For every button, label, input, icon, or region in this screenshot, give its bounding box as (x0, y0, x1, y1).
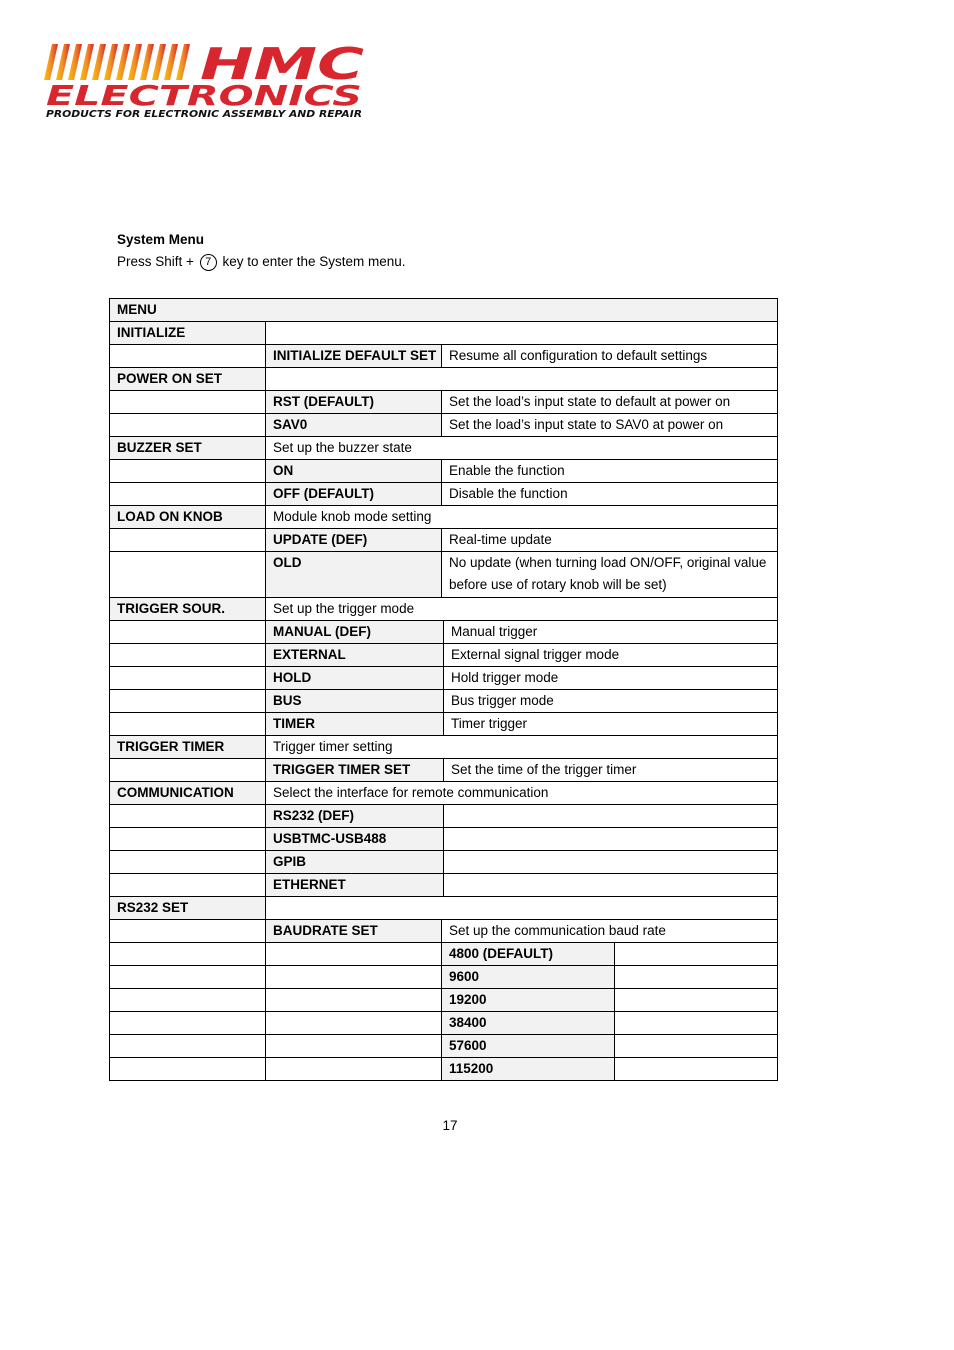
empty-cell (110, 874, 266, 897)
menu-group-label: RS232 SET (110, 897, 266, 920)
table-row (110, 345, 778, 368)
empty-cell (266, 1012, 442, 1035)
logo-brand-line2: ELECTRONICS (46, 79, 362, 112)
empty-cell (615, 1058, 778, 1081)
table-header-row (110, 299, 778, 322)
table-row (110, 759, 778, 782)
menu-option-label: INITIALIZE DEFAULT SET (266, 345, 442, 368)
menu-option-description: Set the load’s input state to default at power on (442, 391, 778, 414)
empty-cell (266, 989, 442, 1012)
menu-option-label: RS232 (DEF) (266, 805, 444, 828)
empty-cell (110, 345, 266, 368)
menu-option-description: Hold trigger mode (444, 667, 778, 690)
menu-option-label: HOLD (266, 667, 444, 690)
table-row (110, 598, 778, 621)
menu-option-description: External signal trigger mode (444, 644, 778, 667)
table-row (110, 414, 778, 437)
table-row (110, 1058, 778, 1081)
menu-option-description: Set the time of the trigger timer (444, 759, 778, 782)
baud-rate-value: 115200 (442, 1058, 615, 1081)
empty-cell (615, 1012, 778, 1035)
table-row (110, 368, 778, 391)
empty-cell (615, 943, 778, 966)
menu-option-label: ETHERNET (266, 874, 444, 897)
baud-rate-value: 57600 (442, 1035, 615, 1058)
table-row (110, 943, 778, 966)
menu-option-label: RST (DEFAULT) (266, 391, 442, 414)
menu-group-label: POWER ON SET (110, 368, 266, 391)
menu-group-label: BUZZER SET (110, 437, 266, 460)
menu-group-description (266, 322, 778, 345)
logo-brand: HMC (200, 42, 364, 90)
menu-option-description: Bus trigger mode (444, 690, 778, 713)
empty-cell (266, 1035, 442, 1058)
intro-text-after: key to enter the System menu. (222, 254, 406, 269)
empty-cell (110, 690, 266, 713)
menu-option-description (444, 851, 778, 874)
empty-cell (110, 989, 266, 1012)
menu-group-label: COMMUNICATION (110, 782, 266, 805)
empty-cell (110, 391, 266, 414)
table-row (110, 690, 778, 713)
table-row (110, 483, 778, 506)
table-row (110, 506, 778, 529)
empty-cell (615, 1035, 778, 1058)
table-row (110, 460, 778, 483)
table-row (110, 805, 778, 828)
menu-group-description (266, 368, 778, 391)
menu-group-label: INITIALIZE (110, 322, 266, 345)
empty-cell (110, 1012, 266, 1035)
table-row (110, 391, 778, 414)
logo-graphic (44, 42, 368, 120)
menu-option-description: Manual trigger (444, 621, 778, 644)
empty-cell (615, 966, 778, 989)
table-row (110, 851, 778, 874)
menu-option-description (444, 805, 778, 828)
menu-group-label: TRIGGER SOUR. (110, 598, 266, 621)
section-title: System Menu (117, 232, 205, 247)
menu-option-description: Set the load’s input state to SAV0 at power on (442, 414, 778, 437)
baud-rate-value: 38400 (442, 1012, 615, 1035)
empty-cell (110, 1058, 266, 1081)
table-row (110, 322, 778, 345)
empty-cell (110, 920, 266, 943)
table-row (110, 644, 778, 667)
menu-option-description: Enable the function (442, 460, 778, 483)
empty-cell (110, 805, 266, 828)
menu-group-description (266, 897, 778, 920)
menu-option-description (444, 828, 778, 851)
table-row (110, 529, 778, 552)
menu-group-description: Set up the buzzer state (266, 437, 778, 460)
table-row (110, 920, 778, 943)
empty-cell (110, 713, 266, 736)
menu-option-label: SAV0 (266, 414, 442, 437)
empty-cell (110, 644, 266, 667)
table-row (110, 828, 778, 851)
baud-rate-value: 4800 (DEFAULT) (442, 943, 615, 966)
table-row (110, 966, 778, 989)
empty-cell (110, 966, 266, 989)
menu-option-label: BAUDRATE SET (266, 920, 442, 943)
table-row (110, 1035, 778, 1058)
menu-group-description: Module knob mode setting (266, 506, 778, 529)
empty-cell (110, 943, 266, 966)
empty-cell (266, 1058, 442, 1081)
menu-group-description: Select the interface for remote communication (266, 782, 778, 805)
table-row (110, 437, 778, 460)
empty-cell (110, 460, 266, 483)
menu-option-description (444, 874, 778, 897)
empty-cell (110, 621, 266, 644)
table-row (110, 667, 778, 690)
table-row (110, 713, 778, 736)
empty-cell (266, 966, 442, 989)
system-menu-table (109, 298, 778, 1081)
table-row (110, 897, 778, 920)
empty-cell (266, 943, 442, 966)
table-row (110, 1012, 778, 1035)
table-row (110, 874, 778, 897)
table-row (110, 736, 778, 759)
menu-group-label: TRIGGER TIMER (110, 736, 266, 759)
table-row (110, 552, 778, 598)
menu-option-label: MANUAL (DEF) (266, 621, 444, 644)
empty-cell (110, 759, 266, 782)
menu-option-label: USBTMC-USB488 (266, 828, 444, 851)
logo-tagline: PRODUCTS FOR ELECTRONIC ASSEMBLY AND REPAIR (46, 109, 362, 120)
empty-cell (110, 414, 266, 437)
menu-option-label: TIMER (266, 713, 444, 736)
table-row (110, 989, 778, 1012)
empty-cell (110, 552, 266, 598)
section-intro (117, 254, 406, 271)
menu-option-label: BUS (266, 690, 444, 713)
empty-cell (110, 1035, 266, 1058)
menu-option-description: Real-time update (442, 529, 778, 552)
menu-option-label: EXTERNAL (266, 644, 444, 667)
table-header: MENU (110, 299, 778, 322)
menu-option-description: Set up the communication baud rate (442, 920, 778, 943)
hmc-electronics-logo (44, 42, 368, 120)
empty-cell (110, 529, 266, 552)
empty-cell (615, 989, 778, 1012)
empty-cell (110, 667, 266, 690)
empty-cell (110, 851, 266, 874)
menu-group-description: Set up the trigger mode (266, 598, 778, 621)
menu-option-label: ON (266, 460, 442, 483)
menu-option-description: Resume all configuration to default settings (442, 345, 778, 368)
menu-option-label: TRIGGER TIMER SET (266, 759, 444, 782)
menu-group-description: Trigger timer setting (266, 736, 778, 759)
menu-option-description: Disable the function (442, 483, 778, 506)
intro-text-before: Press Shift + (117, 254, 194, 269)
table-row (110, 621, 778, 644)
menu-option-description: No update (when turning load ON/OFF, original value before use of rotary knob will be set) (442, 552, 778, 598)
table-row (110, 782, 778, 805)
menu-option-label: OLD (266, 552, 442, 598)
baud-rate-value: 9600 (442, 966, 615, 989)
menu-group-label: LOAD ON KNOB (110, 506, 266, 529)
menu-option-description: Timer trigger (444, 713, 778, 736)
circled-key-symbol: 7 (200, 254, 217, 271)
page-number: 17 (442, 1118, 458, 1133)
menu-option-label: UPDATE (DEF) (266, 529, 442, 552)
menu-option-label: GPIB (266, 851, 444, 874)
baud-rate-value: 19200 (442, 989, 615, 1012)
empty-cell (110, 483, 266, 506)
menu-option-label: OFF (DEFAULT) (266, 483, 442, 506)
empty-cell (110, 828, 266, 851)
